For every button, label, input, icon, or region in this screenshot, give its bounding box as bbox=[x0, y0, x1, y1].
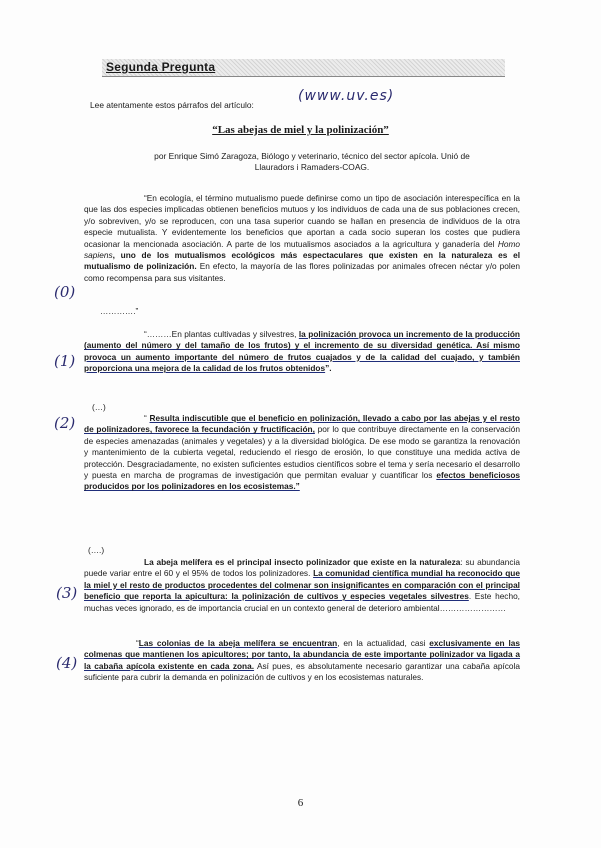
p4-bold-1: La abeja melífera es el principal insecto polinizador que existe en la naturaleza bbox=[144, 557, 461, 567]
p5-bold-2: exclusivamente en las colmenas que mantienen los apicultores; por tanto, la abundancia de este importante polinizador va ligada a la cabaña apícola existente en cada zona. bbox=[84, 638, 520, 671]
margin-mark-4: (4) bbox=[56, 654, 78, 672]
p2-text-a: “………En plantas cultivadas y silvestres, bbox=[144, 329, 299, 339]
paragraph-2 bbox=[84, 329, 520, 375]
paragraph-4 bbox=[84, 557, 520, 614]
p3-bold-1: Resulta indiscutible que el beneficio en polinización, llevado a cabo por las abejas y el resto de polinizadores, favorece la fecundación y fructificación, bbox=[84, 413, 520, 435]
question-title: Segunda Pregunta bbox=[106, 60, 216, 74]
p4-text-b: . Este hecho, muchas veces ignorado, es de importancia crucial en un contexto general de deterioro ambiental…………………… bbox=[84, 591, 520, 613]
author-line-2: Llauradors i Ramaders-COAG. bbox=[254, 162, 370, 172]
p2-bold: la polinización provoca un incremento de la producción (aumento del número y del tamaño de los frutos) y el incremento de su diversidad genética. Así mismo provoca un aumento importante del número de frutos cuajados y de la calidad del cuajado, y también proporciona una mejora de la calidad de los frutos obtenidos bbox=[84, 329, 520, 374]
handwritten-url-note: (www.uv.es) bbox=[298, 88, 395, 104]
p1-dots: ………….” bbox=[100, 306, 139, 316]
p4-text-a: : su abundancia puede variar entre el 60 y el 95% de todos los polinizadores. bbox=[84, 557, 520, 579]
p2-end: ”. bbox=[325, 363, 332, 374]
margin-mark-1: (1) bbox=[54, 352, 76, 370]
margin-mark-3: (3) bbox=[56, 584, 78, 602]
p1-bold: , uno de los mutualismos ecológicos más espectaculares que existen en la naturaleza es el mutualismo de polinización. bbox=[84, 250, 520, 272]
p3-bold-2: efectos beneficiosos producidos por los polinizadores en los ecosistemas.” bbox=[84, 470, 520, 492]
p4-bold-2: La comunidad científica mundial ha reconocido que la miel y el resto de productos procedentes del colmenar son insignificantes en comparación con el principal beneficio que reporta la apicultura: la polinización de cultivos y especies vegetales silvestres bbox=[84, 568, 520, 602]
p5-text-c: Así pues, es absolutamente necesario garantizar una cabaña apícola suficiente para cubrir la demanda en polinización de cultivos y en los ecosistemas naturales. bbox=[84, 660, 521, 683]
article-title: “Las abejas de miel y la polinización” bbox=[212, 124, 389, 136]
paragraph-5 bbox=[84, 638, 520, 684]
p3-text-b: por lo que contribuye directamente en la conservación de especies amenazadas (animales y vegetales) y a la diversidad biológica. De ese modo se garantiza la renovación y mantenimiento de la cubierta vegetal, reduciendo el riesgo de erosión, lo que constituye una medida activa de protección. Desgraciadamente, no existen suficientes estudios científicos sobre el tema y sería necesario el desarrollo y puesta en marcha de programas de investigación que permitan evaluar y cuantificar los bbox=[84, 424, 520, 481]
p5-text-a: “ bbox=[136, 638, 139, 648]
p5-text-b: , en la actualidad, casi bbox=[337, 638, 430, 648]
paragraph-1 bbox=[84, 193, 520, 284]
page-number: 6 bbox=[297, 797, 304, 809]
p1-text-a: “En ecología, el término mutualismo puede definirse como un tipo de asociación interespecífica en la que las dos especies implicadas obtienen beneficios mutuos y los individuos de cada una de sus poblaciones crecen, y/o sobreviven, y/o se reproducen, con una tasa superior cuando se hallan en presencia de individuos de la otra especie mutualista. Y evidentemente los beneficios que aportan a cada socio superan los costes que pudiera ocasionar la mencionada asociación. A parte de los mutualismos asociados a la agricultura y ganadería del bbox=[84, 193, 520, 249]
p5-bold-1: Las colonias de la abeja melífera se encuentran bbox=[138, 638, 338, 648]
margin-mark-2: (2) bbox=[54, 414, 76, 432]
p1-text-b: En efecto, la mayoría de las flores polinizadas por animales ofrecen néctar y/o polen como recompensa para sus visitantes. bbox=[84, 261, 520, 283]
p4-open: (….) bbox=[88, 545, 105, 555]
author-line-1: por Enrique Simó Zaragoza, Biólogo y veterinario, técnico del sector apícola. Unió de bbox=[154, 151, 470, 161]
article-author bbox=[112, 151, 512, 173]
intro-text: Lee atentamente estos párrafos del artículo: bbox=[90, 100, 254, 110]
margin-mark-0: (0) bbox=[54, 283, 76, 301]
p3-open: (…) bbox=[92, 402, 106, 412]
p3-text-a: “ bbox=[144, 413, 150, 423]
paragraph-3 bbox=[84, 413, 520, 493]
p1-italic: Homo sapiens bbox=[84, 238, 520, 261]
